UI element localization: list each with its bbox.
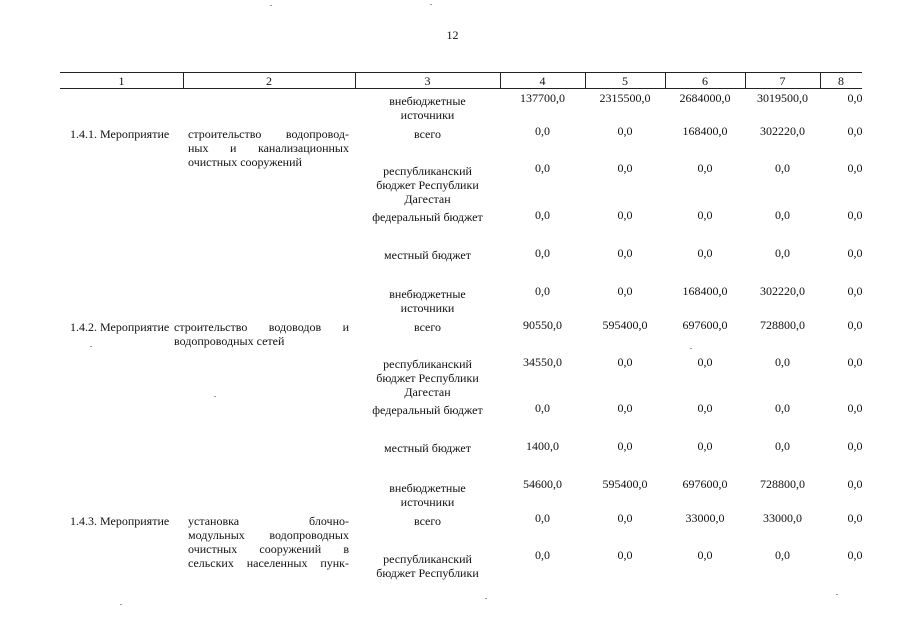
funding-source: бюджет Республики	[376, 178, 479, 192]
value-cell: 0,0	[535, 246, 550, 260]
event-description-line: очистных сооружений	[188, 155, 302, 169]
funding-source: внебюджетные	[389, 94, 466, 108]
column-header: 1	[118, 74, 125, 88]
funding-source: местный бюджет	[384, 248, 471, 262]
funding-source: бюджет Республики	[376, 566, 479, 580]
event-number: 1.4.2. Мероприятие	[70, 320, 170, 334]
value-cell: 0,0	[775, 355, 790, 369]
value-cell: 0,0	[775, 208, 790, 222]
value-cell: 0,0	[535, 208, 550, 222]
funding-source: источники	[400, 495, 455, 509]
funding-source: федеральный бюджет	[372, 403, 483, 417]
value-cell: 137700,0	[520, 91, 565, 105]
value-cell: 0,0	[617, 511, 633, 525]
funding-source: всего	[413, 514, 442, 528]
value-cell: 302220,0	[760, 124, 805, 138]
value-cell: 1400,0	[526, 439, 559, 453]
page-number: 12	[446, 28, 459, 42]
value-cell: 3019500,0	[757, 91, 808, 105]
value-cell: 0,0	[847, 284, 863, 298]
column-header: 7	[779, 74, 786, 88]
funding-source: всего	[413, 320, 442, 334]
scan-speck	[270, 5, 272, 6]
column-header: 6	[702, 74, 708, 88]
value-cell: 0,0	[617, 548, 633, 562]
value-cell: 0,0	[697, 439, 713, 453]
value-cell: 90550,0	[523, 318, 562, 332]
value-cell: 0,0	[697, 246, 713, 260]
value-cell: 697600,0	[682, 318, 728, 332]
value-cell: 0,0	[535, 161, 550, 175]
value-cell: 0,0	[775, 401, 790, 415]
value-cell: 0,0	[697, 161, 713, 175]
column-header: 5	[622, 74, 628, 88]
value-cell: 0,0	[617, 246, 633, 260]
funding-source: республиканский	[383, 164, 472, 178]
value-cell: 0,0	[617, 161, 633, 175]
funding-source: источники	[400, 108, 455, 122]
event-number: 1.4.1. Мероприятие	[70, 127, 170, 141]
event-description-line: строительство водопровод-	[188, 127, 349, 141]
value-cell: 34550,0	[523, 355, 562, 369]
event-description-line: очистных сооружений в	[188, 542, 349, 556]
value-cell: 0,0	[847, 439, 863, 453]
value-cell: 33000,0	[763, 511, 802, 525]
event-description-line: ных и канализационных	[188, 141, 349, 155]
scan-speck	[120, 604, 122, 605]
event-description-line: установка блочно-	[188, 514, 349, 528]
funding-source: республиканский	[383, 552, 472, 566]
value-cell: 595400,0	[602, 318, 648, 332]
value-cell: 0,0	[847, 124, 863, 138]
value-cell: 0,0	[847, 401, 863, 415]
value-cell: 0,0	[847, 355, 863, 369]
value-cell: 0,0	[617, 439, 633, 453]
value-cell: 0,0	[847, 91, 863, 105]
value-cell: 0,0	[697, 208, 713, 222]
column-header: 8	[838, 74, 844, 88]
value-cell: 0,0	[535, 548, 550, 562]
value-cell: 0,0	[847, 208, 863, 222]
value-cell: 33000,0	[685, 511, 725, 525]
value-cell: 0,0	[535, 401, 550, 415]
funding-source: всего	[413, 127, 442, 141]
funding-source: Дагестан	[404, 192, 451, 206]
value-cell: 168400,0	[682, 124, 728, 138]
funding-source: бюджет Республики	[376, 371, 479, 385]
value-cell: 0,0	[617, 355, 633, 369]
value-cell: 0,0	[617, 208, 633, 222]
value-cell: 54600,0	[523, 477, 562, 491]
value-cell: 2315500,0	[599, 91, 651, 105]
funding-source: местный бюджет	[384, 441, 471, 455]
value-cell: 168400,0	[682, 284, 728, 298]
value-cell: 0,0	[617, 401, 633, 415]
scan-speck	[430, 4, 432, 5]
event-description-line: строительство водоводов и	[174, 320, 349, 334]
value-cell: 0,0	[775, 161, 790, 175]
scan-speck	[485, 598, 487, 599]
value-cell: 0,0	[535, 124, 550, 138]
value-cell: 697600,0	[682, 477, 728, 491]
value-cell: 0,0	[617, 124, 633, 138]
funding-source: внебюджетные	[389, 287, 466, 301]
value-cell: 0,0	[697, 548, 713, 562]
event-number: 1.4.3. Мероприятие	[70, 514, 170, 528]
column-header: 2	[266, 74, 272, 88]
value-cell: 0,0	[847, 511, 863, 525]
header-top-rule	[60, 72, 862, 73]
scan-speck	[214, 396, 216, 397]
value-cell: 0,0	[697, 355, 713, 369]
value-cell: 0,0	[697, 401, 713, 415]
column-header: 4	[539, 74, 546, 88]
value-cell: 2684000,0	[679, 91, 731, 105]
header-bottom-rule	[60, 88, 862, 89]
value-cell: 302220,0	[760, 284, 805, 298]
value-cell: 595400,0	[602, 477, 648, 491]
value-cell: 0,0	[775, 246, 790, 260]
value-cell: 0,0	[535, 511, 550, 525]
value-cell: 0,0	[847, 477, 863, 491]
value-cell: 0,0	[617, 284, 633, 298]
scan-speck	[836, 594, 838, 595]
funding-source: источники	[400, 301, 455, 315]
value-cell: 728800,0	[760, 477, 805, 491]
column-header: 3	[424, 74, 431, 88]
funding-source: федеральный бюджет	[372, 210, 483, 224]
value-cell: 0,0	[847, 318, 863, 332]
event-description-line: сельских населенных пунк-	[188, 556, 349, 570]
value-cell: 0,0	[847, 161, 863, 175]
funding-source: внебюджетные	[389, 481, 466, 495]
value-cell: 0,0	[847, 548, 863, 562]
value-cell: 0,0	[535, 284, 550, 298]
scan-speck	[90, 346, 92, 347]
value-cell: 0,0	[775, 548, 790, 562]
value-cell: 0,0	[847, 246, 863, 260]
value-cell: 728800,0	[760, 318, 805, 332]
event-description-line: водопроводных сетей	[174, 334, 285, 348]
value-cell: 0,0	[775, 439, 790, 453]
scan-speck	[690, 348, 692, 349]
funding-source: Дагестан	[404, 385, 451, 399]
funding-source: республиканский	[383, 357, 472, 371]
event-description-line: модульных водопроводных	[188, 528, 349, 542]
